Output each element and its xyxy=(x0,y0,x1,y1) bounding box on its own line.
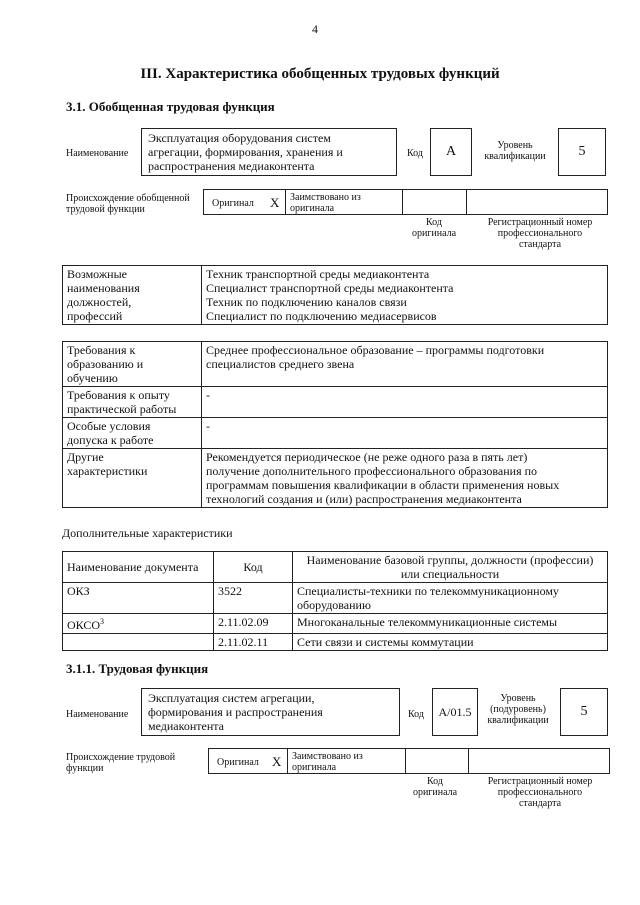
caption-line: Регистрационный номер xyxy=(487,217,593,228)
lf-reg-number-caption xyxy=(470,776,610,809)
lf-name-value-box xyxy=(141,688,400,736)
divider xyxy=(405,749,406,773)
value-line: - xyxy=(206,419,210,433)
divider xyxy=(287,749,288,773)
cell-name: Сети связи и системы коммутации xyxy=(293,634,608,651)
value-line: Среднее профессиональное образование – программы подготовки xyxy=(206,343,545,357)
header-name: Наименование базовой группы, должности (профессии) или специальности xyxy=(293,552,608,583)
value-line: получение дополнительного профессионального образования по xyxy=(206,464,538,478)
lf-code-original-caption xyxy=(404,776,466,798)
page-number: 4 xyxy=(312,22,318,36)
doc-text: ОКЗ xyxy=(67,584,90,598)
code-label: Код xyxy=(407,148,423,159)
label-line: образованию и xyxy=(67,357,144,371)
name-value-box xyxy=(141,128,397,176)
lf-level-value: 5 xyxy=(560,688,608,736)
req-value xyxy=(202,449,608,508)
level-label-line: (подуровень) xyxy=(490,704,546,715)
origin-label-line: Происхождение трудовой xyxy=(66,752,176,763)
label-line: допуска к работе xyxy=(67,433,154,447)
table-row xyxy=(63,418,608,449)
doc-text: ОКСО xyxy=(67,618,101,632)
table-row xyxy=(63,614,608,634)
label-line: Особые условия xyxy=(67,419,151,433)
borrowed-label xyxy=(290,192,361,214)
name-value-line: распространения медиаконтента xyxy=(148,159,315,173)
original-label: Оригинал xyxy=(212,198,254,209)
positions-list xyxy=(202,266,608,325)
divider xyxy=(285,190,286,214)
borrowed-label-line: Заимствовано из xyxy=(292,751,363,762)
name-value-line: агрегации, формирования, хранения и xyxy=(148,145,343,159)
level-label-line: квалификации xyxy=(484,151,546,162)
req-value xyxy=(202,418,608,449)
caption-line: оригинала xyxy=(411,228,457,239)
name-value-line: Эксплуатация систем агрегации, xyxy=(148,691,315,705)
original-label: Оригинал xyxy=(217,757,259,768)
caption-line: профессионального xyxy=(497,787,583,798)
req-value xyxy=(202,342,608,387)
lf-name-label: Наименование xyxy=(66,709,129,720)
label-line: Возможные xyxy=(67,267,127,281)
name-value-line: медиаконтента xyxy=(148,719,224,733)
positions-label xyxy=(63,266,202,325)
name-value-line: формирования и распространения xyxy=(148,705,323,719)
footnote-mark: 3 xyxy=(100,617,105,626)
label-line: Другие xyxy=(67,450,104,464)
requirements-table xyxy=(62,341,608,508)
cell-code: 2.11.02.11 xyxy=(214,634,293,651)
origin-label xyxy=(66,193,190,215)
caption-line: Код xyxy=(427,776,443,787)
value-line: технологий создания и (или) распространения медиаконтента xyxy=(206,492,522,506)
label-line: практической работы xyxy=(67,402,177,416)
req-value xyxy=(202,387,608,418)
position-item: Техник по подключению каналов связи xyxy=(206,295,407,309)
level-label xyxy=(478,140,552,162)
lf-origin-label xyxy=(66,752,175,774)
cell-doc xyxy=(63,583,214,614)
position-item: Специалист по подключению медиасервисов xyxy=(206,309,437,323)
borrowed-label-line: оригинала xyxy=(290,203,335,214)
value-line: Рекомендуется периодическое (не реже одного раза в пять лет) xyxy=(206,450,528,464)
label-line: должностей, xyxy=(67,295,132,309)
caption-line: оригинала xyxy=(412,787,458,798)
borrowed-label-line: Заимствовано из xyxy=(290,192,361,203)
labor-function-title: 3.1.1. Трудовая функция xyxy=(66,661,209,676)
cell-name: Специалисты-техники по телекоммуникационному оборудованию xyxy=(293,583,608,614)
level-label-line: Уровень xyxy=(500,693,536,704)
table-row xyxy=(63,634,608,651)
table-row xyxy=(63,449,608,508)
section-title: III. Характеристика обобщенных трудовых функций xyxy=(140,66,500,82)
level-label-line: Уровень xyxy=(497,140,533,151)
name-label: Наименование xyxy=(66,148,129,159)
cell-doc xyxy=(63,634,214,651)
table-header-row xyxy=(63,552,608,583)
name-value-line: Эксплуатация оборудования систем xyxy=(148,131,331,145)
label-line: Требования к xyxy=(67,343,136,357)
position-item: Техник транспортной среды медиаконтента xyxy=(206,267,430,281)
reg-number-caption xyxy=(470,217,610,250)
origin-row xyxy=(203,189,608,215)
borrowed-label xyxy=(292,751,363,773)
lf-code-value: A/01.5 xyxy=(432,688,478,736)
code-original-caption xyxy=(403,217,465,239)
caption-line: профессионального xyxy=(497,228,583,239)
label-line: наименования xyxy=(67,281,140,295)
req-label xyxy=(63,449,202,508)
original-mark: X xyxy=(270,195,280,210)
cell-doc xyxy=(63,614,214,634)
req-label xyxy=(63,387,202,418)
label-line: обучению xyxy=(67,371,118,385)
header-doc: Наименование документа xyxy=(63,552,214,583)
caption-line: стандарта xyxy=(518,798,562,809)
value-line: программам повышения квалификации в области применения новых xyxy=(206,478,560,492)
additional-title: Дополнительные характеристики xyxy=(62,526,233,540)
table-row xyxy=(63,342,608,387)
value-line: специалистов среднего звена xyxy=(206,357,355,371)
label-line: характеристики xyxy=(67,464,148,478)
origin-label-line: трудовой функции xyxy=(66,204,145,215)
caption-line: Код xyxy=(426,217,442,228)
lf-code-label: Код xyxy=(408,709,424,720)
header-code: Код xyxy=(214,552,293,583)
borrowed-label-line: оригинала xyxy=(292,762,337,773)
level-label-line: квалификации xyxy=(487,715,549,726)
original-mark: X xyxy=(272,754,282,769)
lf-level-label xyxy=(482,693,554,726)
cell-code: 2.11.02.09 xyxy=(214,614,293,634)
origin-label-line: функции xyxy=(66,763,104,774)
caption-line: стандарта xyxy=(518,239,562,250)
table-row xyxy=(63,387,608,418)
caption-line: Регистрационный номер xyxy=(487,776,593,787)
position-item: Специалист транспортной среды медиаконтента xyxy=(206,281,454,295)
origin-label-line: Происхождение обобщенной xyxy=(66,193,190,204)
value-line: - xyxy=(206,388,210,402)
level-value: 5 xyxy=(558,128,606,176)
req-label xyxy=(63,342,202,387)
code-value: A xyxy=(430,128,472,176)
req-label xyxy=(63,418,202,449)
cell-name: Многоканальные телекоммуникационные системы xyxy=(293,614,608,634)
table-row xyxy=(63,583,608,614)
label-line: профессий xyxy=(67,309,123,323)
additional-table xyxy=(62,551,608,651)
label-line: Требования к опыту xyxy=(67,388,170,402)
lf-origin-row xyxy=(208,748,610,774)
divider xyxy=(468,749,469,773)
divider xyxy=(466,190,467,214)
divider xyxy=(402,190,403,214)
cell-code: 3522 xyxy=(214,583,293,614)
subsection-title: 3.1. Обобщенная трудовая функция xyxy=(66,99,275,114)
positions-table xyxy=(62,265,608,325)
